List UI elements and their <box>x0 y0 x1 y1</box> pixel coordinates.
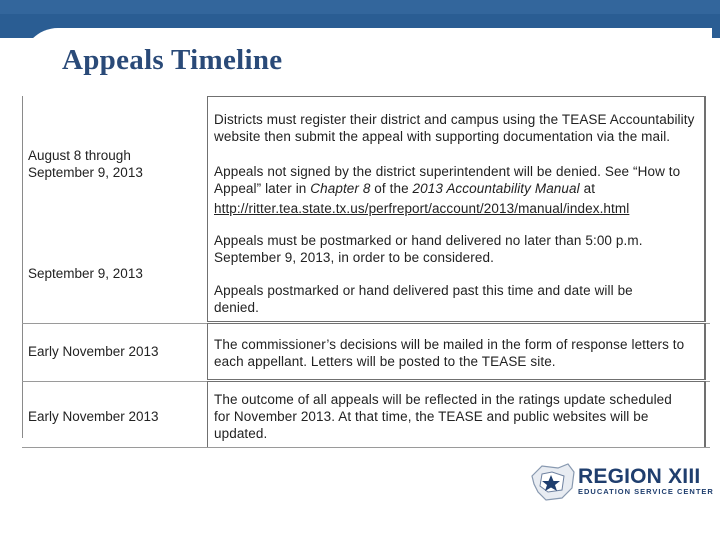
page-title: Appeals Timeline <box>62 44 283 76</box>
description-paragraph: Districts must register their district and campus using the TEASE Accountability website then submit the appeal with supporting documentation via the mail. <box>214 112 695 144</box>
text-run: at <box>579 181 596 196</box>
row-date: Early November 2013 <box>28 344 159 359</box>
text-run: of the <box>370 181 413 196</box>
row-description <box>207 381 706 448</box>
row-description <box>207 227 706 322</box>
row-date: Early November 2013 <box>28 409 159 424</box>
row-description <box>207 323 706 380</box>
description-paragraph: Appeals postmarked or hand delivered past this time and date will be denied. <box>214 283 633 315</box>
timeline-row <box>22 381 710 448</box>
logo-name: REGION XIII <box>578 465 701 488</box>
text-run-italic: Chapter 8 <box>310 181 371 196</box>
row-date: September 9, 2013 <box>28 266 143 281</box>
row-divider <box>22 447 710 448</box>
text-run: Appeals not signed by the district superintendent will be denied. See “How to Appeal” later in <box>214 164 681 196</box>
description-paragraph: The outcome of all appeals will be reflected in the ratings update scheduled for November 2013. At that time, the TEASE and public websites will be updated. <box>214 392 672 441</box>
description-paragraph: The commissioner’s decisions will be mailed in the form of response letters to each appellant. Letters will be posted to the TEASE site. <box>214 337 685 369</box>
description-paragraph <box>214 163 704 197</box>
timeline-row <box>22 227 710 323</box>
timeline-row <box>22 323 710 380</box>
row-date: August 8 through September 9, 2013 <box>28 148 143 180</box>
description-paragraph: Appeals must be postmarked or hand delivered no later than 5:00 p.m. September 9, 2013, in order to be considered. <box>214 233 643 265</box>
manual-link[interactable]: http://ritter.tea.state.tx.us/perfreport/account/2013/manual/index.html <box>214 201 630 216</box>
row-description <box>207 96 706 236</box>
text-run-italic: 2013 Accountability Manual <box>412 181 580 196</box>
logo-subtitle: EDUCATION SERVICE CENTER <box>578 487 714 496</box>
timeline-row <box>22 96 710 236</box>
